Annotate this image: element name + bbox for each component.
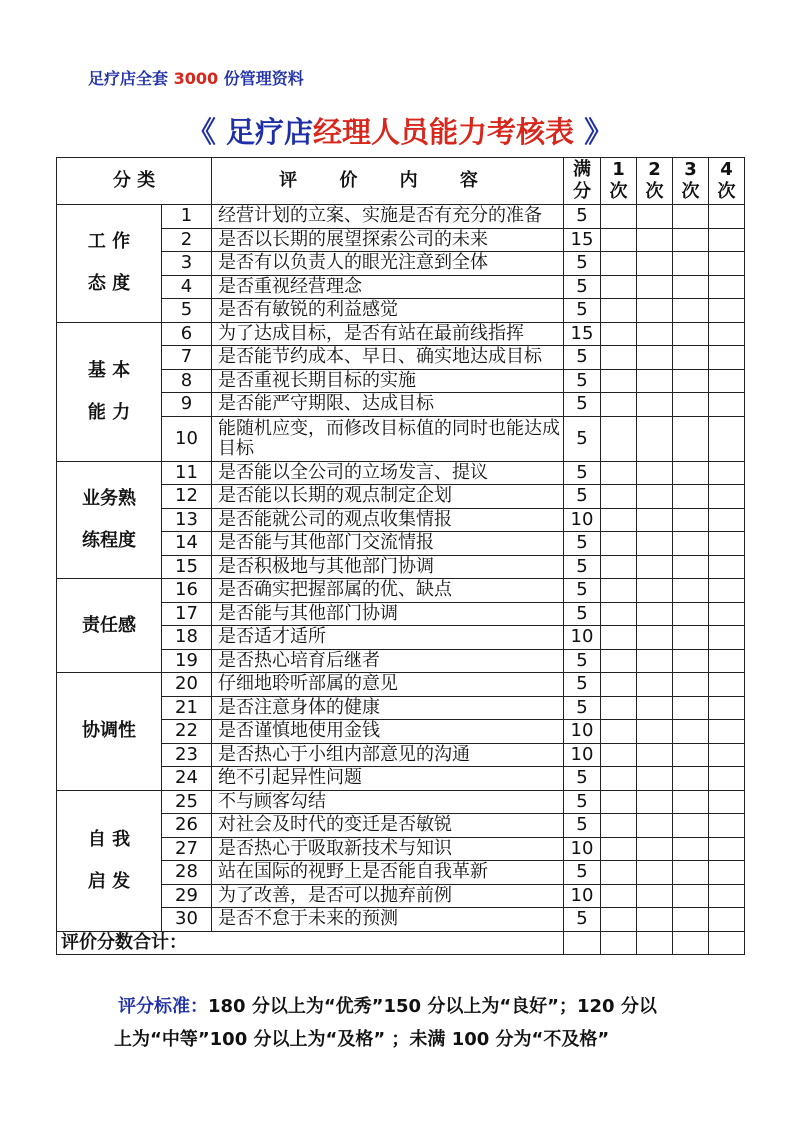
round-1-score-cell[interactable] [601, 720, 637, 744]
round-3-score-cell[interactable] [673, 275, 709, 299]
category-label-line1: 自 我 [87, 828, 131, 850]
row-content: 是否有敏锐的利益感觉 [212, 299, 564, 323]
round-1-score-cell[interactable] [601, 579, 637, 603]
round-4-score-cell[interactable] [709, 884, 745, 908]
round-number: 3 [684, 159, 697, 180]
row-content: 是否适才适所 [212, 626, 564, 650]
round-4-score-cell[interactable] [709, 485, 745, 509]
round-4-score-cell[interactable] [709, 369, 745, 393]
row-full-score: 10 [564, 508, 601, 532]
row-number: 4 [162, 275, 212, 299]
table-row [57, 461, 745, 485]
header-category [57, 158, 212, 205]
round-2-score-cell[interactable] [637, 205, 673, 229]
row-full-score: 5 [564, 393, 601, 417]
evaluation-table [56, 157, 745, 955]
round-3-score-cell[interactable] [673, 555, 709, 579]
row-full-score: 10 [564, 837, 601, 861]
header-count: 3000 [173, 69, 219, 88]
round-3-score-cell[interactable] [673, 532, 709, 556]
total-score-cell[interactable] [564, 931, 601, 955]
table-row [57, 579, 745, 603]
round-2-score-cell[interactable] [637, 228, 673, 252]
row-full-score: 10 [564, 626, 601, 650]
round-4-score-cell[interactable] [709, 790, 745, 814]
round-2-score-cell[interactable] [637, 743, 673, 767]
row-number: 21 [162, 696, 212, 720]
row-content: 是否能以全公司的立场发言、提议 [212, 461, 564, 485]
row-full-score: 10 [564, 743, 601, 767]
round-2-score-cell[interactable] [637, 532, 673, 556]
round-4-score-cell[interactable] [709, 767, 745, 791]
criteria-line2: 上为“中等”100 分以上为“及格” ；未满 100 分为“不及格” [114, 1029, 610, 1050]
round-4-score-cell[interactable] [709, 555, 745, 579]
header-full-score-1: 满 [573, 159, 591, 180]
round-4-score-cell[interactable] [709, 508, 745, 532]
round-2-score-cell[interactable] [637, 861, 673, 885]
round-4-score-cell[interactable] [709, 861, 745, 885]
page-title [0, 110, 800, 151]
round-2-score-cell[interactable] [637, 275, 673, 299]
round-unit: 次 [609, 181, 628, 202]
round-1-score-cell[interactable] [601, 532, 637, 556]
table-body [57, 205, 745, 932]
round-4-score-cell[interactable] [709, 275, 745, 299]
round-4-score-cell[interactable] [709, 837, 745, 861]
round-4-score-cell[interactable] [709, 649, 745, 673]
row-number: 1 [162, 205, 212, 229]
row-full-score: 15 [564, 322, 601, 346]
round-3-score-cell[interactable] [673, 649, 709, 673]
category-label-line1: 协调性 [82, 720, 136, 742]
row-full-score: 5 [564, 908, 601, 932]
round-2-score-cell[interactable] [637, 908, 673, 932]
round-1-score-cell[interactable] [601, 837, 637, 861]
row-content: 是否确实把握部属的优、缺点 [212, 579, 564, 603]
round-3-score-cell[interactable] [673, 508, 709, 532]
row-full-score: 5 [564, 416, 601, 461]
round-number: 4 [720, 159, 733, 180]
round-3-score-cell[interactable] [673, 579, 709, 603]
row-content: 是否能严守期限、达成目标 [212, 393, 564, 417]
row-number: 10 [162, 416, 212, 461]
row-full-score: 15 [564, 228, 601, 252]
round-1-score-cell[interactable] [601, 602, 637, 626]
row-number: 29 [162, 884, 212, 908]
header-round-2 [637, 158, 673, 205]
round-4-score-cell[interactable] [709, 908, 745, 932]
row-full-score: 5 [564, 555, 601, 579]
round-2-score-cell[interactable] [637, 393, 673, 417]
category-cell [57, 322, 162, 461]
round-1-score-cell[interactable] [601, 416, 637, 461]
round-1-score-cell[interactable] [601, 673, 637, 697]
round-2-score-cell[interactable] [637, 790, 673, 814]
total-round-3[interactable] [673, 931, 709, 955]
header-suffix: 份管理资料 [223, 69, 304, 88]
round-4-score-cell[interactable] [709, 322, 745, 346]
round-3-score-cell[interactable] [673, 461, 709, 485]
row-number: 3 [162, 252, 212, 276]
round-4-score-cell[interactable] [709, 743, 745, 767]
row-number: 30 [162, 908, 212, 932]
round-4-score-cell[interactable] [709, 346, 745, 370]
round-4-score-cell[interactable] [709, 532, 745, 556]
total-label: 评价分数合计： [57, 931, 564, 955]
round-1-score-cell[interactable] [601, 508, 637, 532]
round-2-score-cell[interactable] [637, 696, 673, 720]
row-number: 23 [162, 743, 212, 767]
round-4-score-cell[interactable] [709, 720, 745, 744]
row-full-score: 5 [564, 252, 601, 276]
round-4-score-cell[interactable] [709, 228, 745, 252]
row-number: 28 [162, 861, 212, 885]
round-4-score-cell[interactable] [709, 205, 745, 229]
row-number: 19 [162, 649, 212, 673]
round-3-score-cell[interactable] [673, 369, 709, 393]
row-content: 是否热心于吸取新技术与知识 [212, 837, 564, 861]
criteria-label: 评分标准： [118, 996, 208, 1017]
row-content: 能随机应变，而修改目标值的同时也能达成目标 [212, 416, 564, 461]
row-full-score: 5 [564, 275, 601, 299]
round-unit: 次 [645, 181, 664, 202]
round-3-score-cell[interactable] [673, 790, 709, 814]
round-2-score-cell[interactable] [637, 369, 673, 393]
row-number: 5 [162, 299, 212, 323]
round-3-score-cell[interactable] [673, 743, 709, 767]
round-2-score-cell[interactable] [637, 299, 673, 323]
category-label-line2: 能 力 [87, 401, 131, 423]
round-3-score-cell[interactable] [673, 299, 709, 323]
round-4-score-cell[interactable] [709, 252, 745, 276]
round-1-score-cell[interactable] [601, 814, 637, 838]
round-4-score-cell[interactable] [709, 461, 745, 485]
header-prefix: 足疗店全套 [88, 69, 169, 88]
round-1-score-cell[interactable] [601, 205, 637, 229]
round-3-score-cell[interactable] [673, 228, 709, 252]
round-4-score-cell[interactable] [709, 814, 745, 838]
row-full-score: 10 [564, 720, 601, 744]
row-number: 7 [162, 346, 212, 370]
round-4-score-cell[interactable] [709, 579, 745, 603]
round-1-score-cell[interactable] [601, 275, 637, 299]
row-content: 为了达成目标，是否有站在最前线指挥 [212, 322, 564, 346]
round-1-score-cell[interactable] [601, 908, 637, 932]
doc-header [88, 66, 304, 89]
round-2-score-cell[interactable] [637, 602, 673, 626]
round-1-score-cell[interactable] [601, 252, 637, 276]
round-4-score-cell[interactable] [709, 393, 745, 417]
total-round-1[interactable] [601, 931, 637, 955]
round-1-score-cell[interactable] [601, 346, 637, 370]
round-3-score-cell[interactable] [673, 346, 709, 370]
category-cell [57, 579, 162, 673]
row-full-score: 5 [564, 790, 601, 814]
category-label-line1: 业务熟 [82, 487, 136, 509]
category-label-line2: 启 发 [87, 870, 131, 892]
row-full-score: 10 [564, 884, 601, 908]
header-content-label: 评 价 内 容 [279, 170, 496, 191]
round-1-score-cell[interactable] [601, 626, 637, 650]
table-header-row [57, 158, 745, 205]
round-1-score-cell[interactable] [601, 299, 637, 323]
total-round-2[interactable] [637, 931, 673, 955]
round-1-score-cell[interactable] [601, 393, 637, 417]
title-part1: 足疗店 [225, 115, 313, 149]
row-number: 6 [162, 322, 212, 346]
category-cell [57, 461, 162, 579]
row-content: 站在国际的视野上是否能自我革新 [212, 861, 564, 885]
total-round-4[interactable] [709, 931, 745, 955]
row-full-score: 5 [564, 767, 601, 791]
table-row [57, 673, 745, 697]
round-3-score-cell[interactable] [673, 696, 709, 720]
row-number: 9 [162, 393, 212, 417]
round-1-score-cell[interactable] [601, 322, 637, 346]
category-label-line2: 态 度 [87, 273, 131, 295]
row-content: 是否注意身体的健康 [212, 696, 564, 720]
round-1-score-cell[interactable] [601, 369, 637, 393]
round-1-score-cell[interactable] [601, 884, 637, 908]
round-3-score-cell[interactable] [673, 322, 709, 346]
category-label-line1: 工 作 [87, 231, 131, 253]
row-number: 11 [162, 461, 212, 485]
row-content: 是否热心于小组内部意见的沟通 [212, 743, 564, 767]
row-full-score: 5 [564, 205, 601, 229]
row-full-score: 5 [564, 814, 601, 838]
category-cell [57, 790, 162, 931]
row-full-score: 5 [564, 346, 601, 370]
row-number: 17 [162, 602, 212, 626]
round-number: 1 [612, 159, 625, 180]
title-open-bracket: 《 [186, 115, 216, 149]
round-3-score-cell[interactable] [673, 884, 709, 908]
round-3-score-cell[interactable] [673, 673, 709, 697]
header-full-score-2: 分 [573, 181, 591, 202]
row-content: 是否能与其他部门协调 [212, 602, 564, 626]
round-2-score-cell[interactable] [637, 322, 673, 346]
row-content: 不与顾客勾结 [212, 790, 564, 814]
round-1-score-cell[interactable] [601, 861, 637, 885]
row-content: 是否积极地与其他部门协调 [212, 555, 564, 579]
round-4-score-cell[interactable] [709, 696, 745, 720]
row-content: 是否有以负责人的眼光注意到全体 [212, 252, 564, 276]
round-1-score-cell[interactable] [601, 228, 637, 252]
row-number: 2 [162, 228, 212, 252]
round-3-score-cell[interactable] [673, 485, 709, 509]
title-part2: 经理人员能力考核表 [313, 115, 575, 149]
row-full-score: 5 [564, 485, 601, 509]
row-number: 24 [162, 767, 212, 791]
round-2-score-cell[interactable] [637, 416, 673, 461]
round-1-score-cell[interactable] [601, 485, 637, 509]
row-number: 25 [162, 790, 212, 814]
row-content: 对社会及时代的变迁是否敏锐 [212, 814, 564, 838]
row-number: 27 [162, 837, 212, 861]
header-round-4 [709, 158, 745, 205]
row-content: 绝不引起异性问题 [212, 767, 564, 791]
row-content: 经营计划的立案、实施是否有充分的准备 [212, 205, 564, 229]
row-content: 是否能以长期的观点制定企划 [212, 485, 564, 509]
category-label-line1: 基 本 [87, 359, 131, 381]
row-content: 是否谨慎地使用金钱 [212, 720, 564, 744]
row-content: 是否不怠于未来的预测 [212, 908, 564, 932]
round-2-score-cell[interactable] [637, 508, 673, 532]
row-content: 是否能节约成本、早日、确实地达成目标 [212, 346, 564, 370]
criteria-line1: 180 分以上为“优秀”150 分以上为“良好”；120 分以 [208, 996, 657, 1017]
row-content: 是否能与其他部门交流情报 [212, 532, 564, 556]
round-2-score-cell[interactable] [637, 649, 673, 673]
row-number: 18 [162, 626, 212, 650]
row-number: 22 [162, 720, 212, 744]
title-close-bracket: 》 [584, 115, 614, 149]
round-4-score-cell[interactable] [709, 416, 745, 461]
round-3-score-cell[interactable] [673, 252, 709, 276]
row-content: 是否以长期的展望探索公司的未来 [212, 228, 564, 252]
round-4-score-cell[interactable] [709, 299, 745, 323]
round-1-score-cell[interactable] [601, 461, 637, 485]
row-content: 是否热心培育后继者 [212, 649, 564, 673]
category-cell [57, 673, 162, 791]
row-number: 16 [162, 579, 212, 603]
table-row [57, 205, 745, 229]
round-3-score-cell[interactable] [673, 861, 709, 885]
header-full-score [564, 158, 601, 205]
row-content: 是否能就公司的观点收集情报 [212, 508, 564, 532]
row-full-score: 5 [564, 696, 601, 720]
round-2-score-cell[interactable] [637, 555, 673, 579]
row-number: 20 [162, 673, 212, 697]
row-content: 是否重视经营理念 [212, 275, 564, 299]
table-row [57, 790, 745, 814]
round-1-score-cell[interactable] [601, 649, 637, 673]
row-full-score: 5 [564, 299, 601, 323]
round-3-score-cell[interactable] [673, 837, 709, 861]
round-3-score-cell[interactable] [673, 416, 709, 461]
row-full-score: 5 [564, 461, 601, 485]
round-2-score-cell[interactable] [637, 767, 673, 791]
total-row [57, 931, 745, 955]
row-content: 是否重视长期目标的实施 [212, 369, 564, 393]
round-3-score-cell[interactable] [673, 908, 709, 932]
round-1-score-cell[interactable] [601, 696, 637, 720]
round-3-score-cell[interactable] [673, 205, 709, 229]
row-full-score: 5 [564, 369, 601, 393]
round-3-score-cell[interactable] [673, 602, 709, 626]
round-2-score-cell[interactable] [637, 673, 673, 697]
row-content: 仔细地聆听部属的意见 [212, 673, 564, 697]
round-2-score-cell[interactable] [637, 720, 673, 744]
round-3-score-cell[interactable] [673, 393, 709, 417]
round-1-score-cell[interactable] [601, 790, 637, 814]
row-full-score: 5 [564, 673, 601, 697]
round-2-score-cell[interactable] [637, 485, 673, 509]
row-full-score: 5 [564, 861, 601, 885]
row-full-score: 5 [564, 649, 601, 673]
row-number: 8 [162, 369, 212, 393]
round-unit: 次 [717, 181, 736, 202]
row-number: 12 [162, 485, 212, 509]
header-round-3 [673, 158, 709, 205]
category-label-line1: 责任感 [82, 614, 136, 636]
round-1-score-cell[interactable] [601, 555, 637, 579]
row-number: 26 [162, 814, 212, 838]
round-2-score-cell[interactable] [637, 626, 673, 650]
round-number: 2 [648, 159, 661, 180]
category-label-line2: 练程度 [82, 529, 136, 551]
row-content: 为了改善，是否可以抛弃前例 [212, 884, 564, 908]
round-3-score-cell[interactable] [673, 767, 709, 791]
header-content [212, 158, 564, 205]
round-1-score-cell[interactable] [601, 743, 637, 767]
table-row [57, 322, 745, 346]
round-3-score-cell[interactable] [673, 814, 709, 838]
round-2-score-cell[interactable] [637, 837, 673, 861]
round-3-score-cell[interactable] [673, 626, 709, 650]
round-3-score-cell[interactable] [673, 720, 709, 744]
round-4-score-cell[interactable] [709, 602, 745, 626]
header-round-1 [601, 158, 637, 205]
round-2-score-cell[interactable] [637, 814, 673, 838]
round-4-score-cell[interactable] [709, 673, 745, 697]
round-2-score-cell[interactable] [637, 252, 673, 276]
round-2-score-cell[interactable] [637, 461, 673, 485]
round-4-score-cell[interactable] [709, 626, 745, 650]
row-number: 13 [162, 508, 212, 532]
header-category-label: 分 类 [112, 170, 156, 191]
row-full-score: 5 [564, 579, 601, 603]
round-unit: 次 [681, 181, 700, 202]
row-full-score: 5 [564, 602, 601, 626]
row-number: 15 [162, 555, 212, 579]
row-full-score: 5 [564, 532, 601, 556]
scoring-criteria [114, 990, 738, 1056]
round-2-score-cell[interactable] [637, 884, 673, 908]
category-cell [57, 205, 162, 323]
round-1-score-cell[interactable] [601, 767, 637, 791]
round-2-score-cell[interactable] [637, 346, 673, 370]
row-number: 14 [162, 532, 212, 556]
round-2-score-cell[interactable] [637, 579, 673, 603]
